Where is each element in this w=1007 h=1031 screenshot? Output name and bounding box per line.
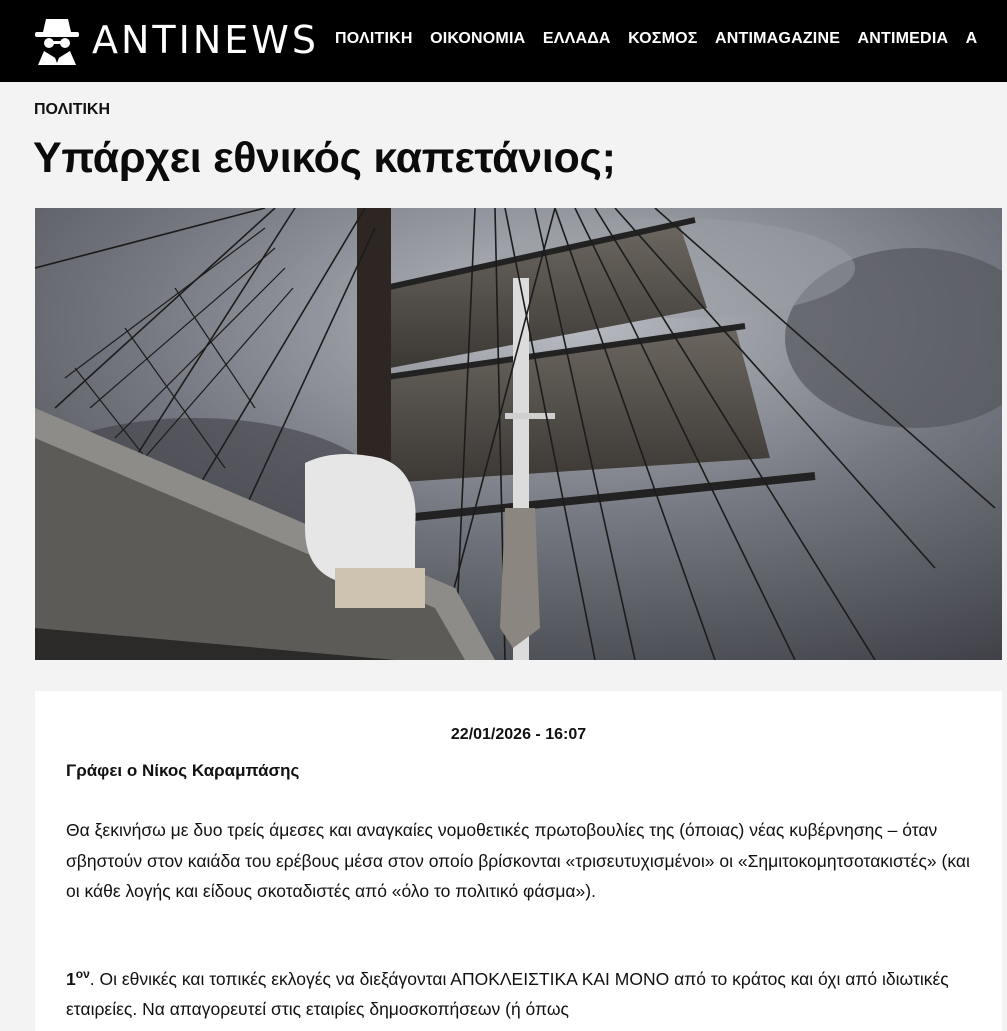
nav-item-antimagazine[interactable]: ANTIMAGAZINE [715,30,841,47]
hero-image [35,208,1002,660]
article-paragraph-1: Θα ξεκινήσω με δυο τρείς άμεσες και αναγκαίες νομοθετικές πρωτοβουλίες της (όποιας) νέας κυβέρνησης – όταν σβηστούν στον καιάδα του ερέβους μέσα στον οποίο βρίσκονται «τρισευτυχισμένοι» οι «Σημιτοκομητσοτακιστές» (και οι κάθε λογής και είδους σκοταδιστές από «όλο το πολιτικό φάσμα»). [66,820,970,901]
nav-item-greece[interactable]: ΕΛΛΑΔΑ [542,30,611,47]
article-date: 22/01/2026 - 16:07 [450,726,587,743]
paragraph-number-suffix: ον [75,967,90,981]
article-category[interactable]: ΠΟΛΙΤΙΚΗ [34,101,111,118]
nav-item-economy[interactable]: ΟΙΚΟΝΟΜΙΑ [430,30,526,47]
article-body [35,691,1002,1031]
nav-item-antimedia[interactable]: ANTIMEDIA [857,30,949,47]
article-byline: Γράφει ο Νίκος Καραμπάσης [66,761,300,780]
logo-text: ANTINEWS [92,18,319,62]
paragraph-2-text: . Οι εθνικές και τοπικές εκλογές να διεξάγονται ΑΠΟΚΛΕΙΣΤΙΚΑ ΚΑΙ ΜΟΝΟ από το κράτος και όχι από ιδιωτικές εταιρείες. Να απαγορευτεί στις εταιρίες δημοσκοπήσεων (ή όπως [66,968,949,1020]
spy-icon [32,15,82,65]
article-title: Υπάρχει εθνικός καπετάνιος; [33,134,616,182]
nav-item-world[interactable]: ΚΟΣΜΟΣ [628,30,698,47]
main-nav [335,30,990,48]
article-paragraph-2 [66,959,986,1025]
nav-item-politics[interactable]: ΠΟΛΙΤΙΚΗ [335,30,413,47]
top-navigation-bar [0,0,1007,82]
paragraph-number: 1 [66,968,76,989]
site-logo[interactable] [32,14,319,66]
ship-sails-image [35,208,1002,660]
nav-item-truncated[interactable]: Α [965,30,978,47]
